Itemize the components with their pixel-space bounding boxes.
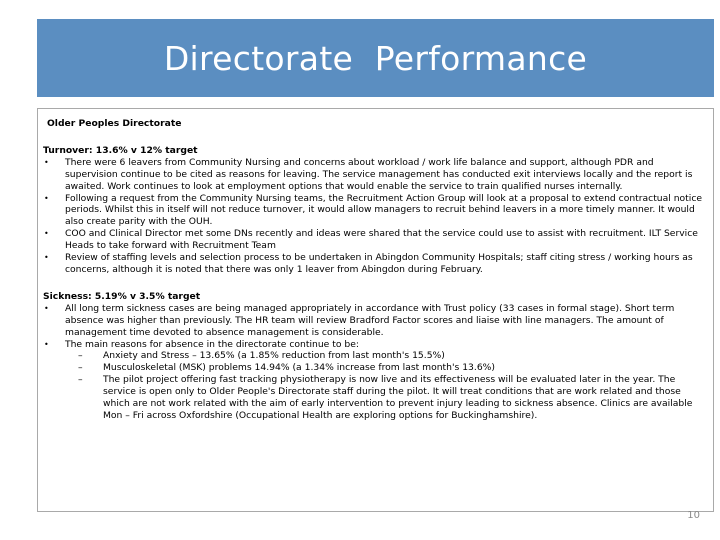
sickness-heading: Sickness: 5.19% v 3.5% target: [43, 290, 201, 302]
sub-bullet-text: Anxiety and Stress – 13.65% (a 1.85% reduction from last month's 15.5%): [103, 350, 445, 362]
sub-bullet-text: Musculoskeletal (MSK) problems 14.94% (a 1.34% increase from last month's 13.6%): [103, 362, 495, 374]
dash-icon: –: [78, 374, 83, 386]
bullet-text: There were 6 leavers from Community Nursing and concerns about workload / work life balance and support, although PDR and supervision continue to be cited as reasons for leaving. The service management has conducted exit interviews locally and the report is awaited. Work continues to look at employment options that would enable the service to train qualified nurses internally.: [65, 156, 693, 192]
sub-list-item: [43, 362, 705, 374]
list-item: [43, 157, 705, 193]
list-item: [43, 252, 705, 276]
sub-bullet-text: The pilot project offering fast tracking physiotherapy is now live and its effectiveness will be evaluated later in the year. The service is open only to Older People's Directorate staff during the pilot. It will treat conditions that are work related and those which are not work related with the aim of early intervention to prevent injury leading to sickness absence. Clinics are available Mon – Fri across Oxfordshire (Occupational Health are exploring options for Buckinghamshire).: [103, 374, 693, 421]
bullet-icon: •: [44, 229, 49, 239]
title-bar: [37, 19, 714, 97]
sickness-section: [43, 291, 705, 422]
bullet-icon: •: [44, 193, 49, 203]
directorate-heading: Older Peoples Directorate: [47, 118, 182, 129]
bullet-icon: •: [44, 253, 49, 263]
page-number: 10: [687, 510, 700, 521]
list-item: [43, 339, 705, 351]
dash-icon: –: [78, 350, 83, 362]
content-box: [37, 108, 714, 512]
turnover-section: [43, 145, 705, 276]
bullet-text: The main reasons for absence in the directorate continue to be:: [65, 338, 359, 350]
list-item: [43, 303, 705, 339]
sub-list-item: [43, 374, 705, 422]
slide-title: Directorate Performance: [163, 38, 588, 78]
list-item: [43, 228, 705, 252]
sub-list-item: [43, 350, 705, 362]
bullet-text: Review of staffing levels and selection process to be undertaken in Abingdon Community Hospitals; staff citing stress / working hours as concerns, although it is noted that there was only 1 leaver from Abingdon during February.: [65, 252, 693, 275]
bullet-text: Following a request from the Community Nursing teams, the Recruitment Action Group will look at a proposal to extend contractual notice periods. Whilst this in itself will not reduce turnover, it would allow managers to recruit behind leavers in a more timely manner. It would also create parity with the OUH.: [65, 192, 703, 228]
turnover-heading: Turnover: 13.6% v 12% target: [43, 144, 198, 156]
bullet-text: All long term sickness cases are being managed appropriately in accordance with Trust policy (33 cases in formal stage). Short term absence was higher than previously. The HR team will review Bradford Factor scores and liaise with line managers. The amount of management time devoted to absence management is considerable.: [65, 302, 675, 338]
bullet-icon: •: [44, 339, 49, 349]
dash-icon: –: [78, 362, 83, 374]
bullet-text: COO and Clinical Director met some DNs recently and ideas were shared that the service could use to assist with recruitment. ILT Service Heads to take forward with Recruitment Team: [65, 228, 698, 252]
list-item: [43, 193, 705, 229]
bullet-icon: •: [44, 303, 49, 313]
bullet-icon: •: [44, 157, 49, 167]
